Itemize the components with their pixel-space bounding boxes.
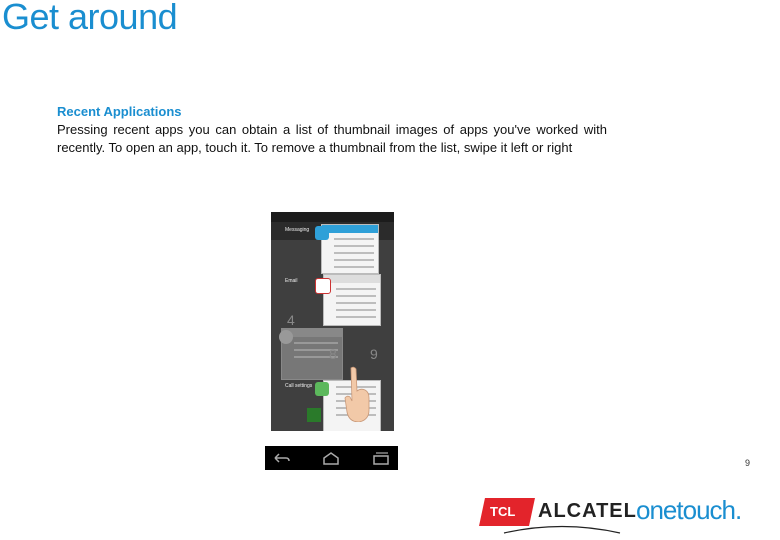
brand-name: ALCATEL — [538, 500, 637, 522]
section-heading: Recent Applications — [57, 104, 182, 119]
dialpad-digit: 9 — [370, 346, 378, 362]
page-number: 9 — [745, 458, 751, 468]
dialpad-digit: 8 — [329, 346, 337, 362]
page-title: Get around — [2, 0, 178, 37]
tcl-badge: TCL — [490, 504, 516, 519]
recent-app-label: Email — [285, 278, 298, 284]
recent-app-label: Messaging — [285, 227, 310, 233]
navigation-bar — [265, 446, 398, 470]
recent-apps-icon[interactable] — [371, 450, 391, 466]
home-icon[interactable] — [321, 450, 341, 466]
back-icon[interactable] — [271, 450, 291, 466]
messaging-icon — [315, 226, 329, 240]
section-body: Pressing recent apps you can obtain a list of thumbnail images of apps you've worked with recently. To open an app, touch it. To remove a thumbnail from the list, swipe it left or right — [57, 122, 607, 155]
dialpad-digit: 4 — [287, 312, 295, 328]
recent-app-thumbnail[interactable] — [323, 274, 381, 326]
logo-swoosh-icon — [502, 524, 622, 534]
status-bar — [271, 212, 394, 222]
recent-app-label: Call settings — [285, 383, 313, 389]
email-icon — [315, 278, 331, 294]
hand-pointer-icon — [343, 366, 373, 422]
brand-logo — [482, 494, 762, 530]
brand-product: onetouch. — [636, 495, 742, 525]
contacts-icon — [279, 330, 293, 344]
phone-screenshot — [271, 212, 394, 431]
phone-icon — [315, 382, 329, 396]
recent-app-thumbnail[interactable] — [321, 224, 379, 274]
